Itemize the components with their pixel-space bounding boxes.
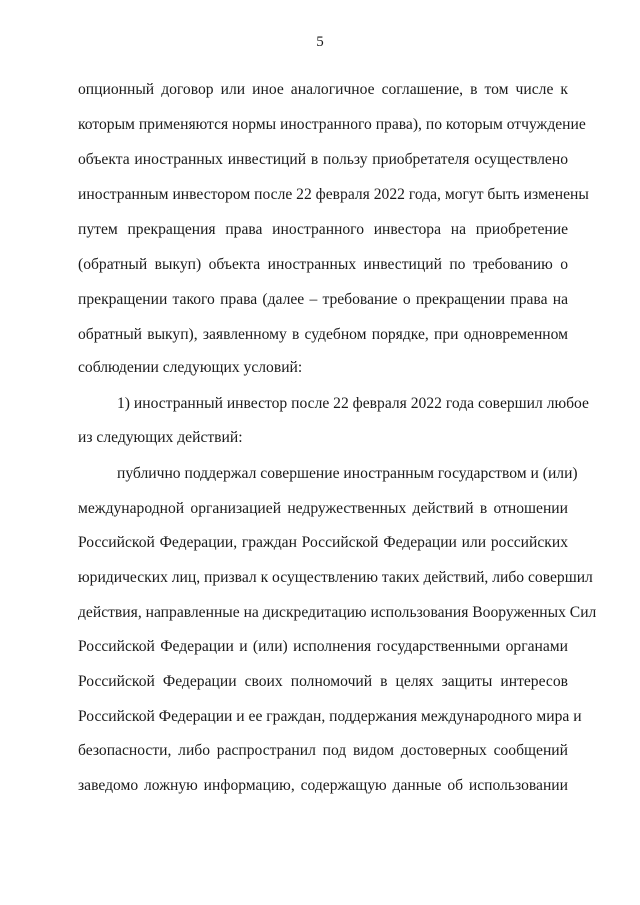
text-line: которым применяются нормы иностранного права), по которым отчуждение <box>78 116 586 133</box>
text-line: Российской Федерации своих полномочий в целях защиты интересов <box>78 673 568 690</box>
text-line: публично поддержал совершение иностранным государством и (или) <box>117 465 578 482</box>
text-line: Российской Федерации и ее граждан, поддержания международного мира и <box>78 708 582 725</box>
text-line: Российской Федерации, граждан Российской Федерации или российских <box>78 534 568 551</box>
text-line: опционный договор или иное аналогичное соглашение, в том числе к <box>78 81 568 98</box>
text-line: прекращении такого права (далее – требование о прекращении права на <box>78 291 568 308</box>
text-line: путем прекращения права иностранного инвестора на приобретение <box>78 221 568 238</box>
text-line: международной организацией недружественных действий в отношении <box>78 500 568 517</box>
text-line: юридических лиц, призвал к осуществлению таких действий, либо совершил <box>78 569 593 586</box>
text-line: 1) иностранный инвестор после 22 февраля 2022 года совершил любое <box>117 395 589 412</box>
text-line: безопасности, либо распространил под видом достоверных сообщений <box>78 742 568 759</box>
text-line: объекта иностранных инвестиций в пользу приобретателя осуществлено <box>78 151 568 168</box>
text-line: (обратный выкуп) объекта иностранных инвестиций по требованию о <box>78 256 568 273</box>
text-line: заведомо ложную информацию, содержащую данные об использовании <box>78 777 568 794</box>
text-line: Российской Федерации и (или) исполнения государственными органами <box>78 638 568 655</box>
text-line: соблюдении следующих условий: <box>78 359 303 376</box>
page-number: 5 <box>316 34 324 50</box>
text-line: из следующих действий: <box>78 429 243 446</box>
text-line: действия, направленные на дискредитацию использования Вооруженных Сил <box>78 604 597 621</box>
text-line: иностранным инвестором после 22 февраля 2022 года, могут быть изменены <box>78 186 589 203</box>
text-line: обратный выкуп), заявленному в судебном порядке, при одновременном <box>78 326 568 343</box>
